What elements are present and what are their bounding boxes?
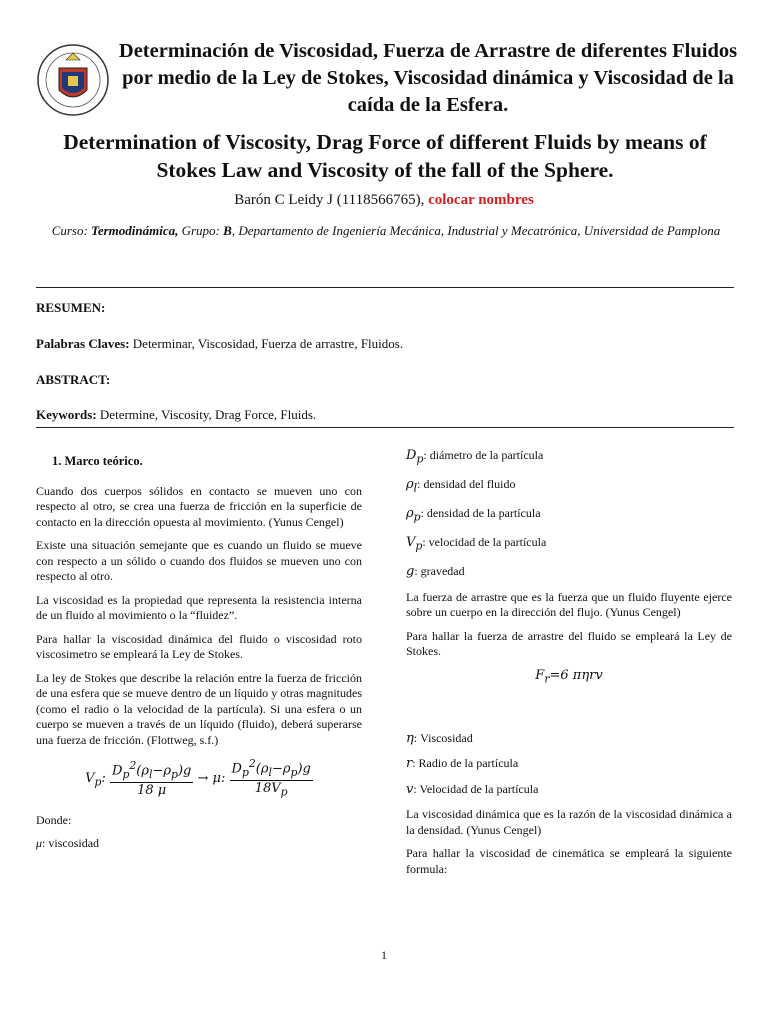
group-label: Grupo: [178, 223, 224, 238]
author-names: Barón C Leidy J (1118566765), [234, 192, 429, 208]
paragraph: La viscosidad dinámica que es la razón de la viscosidad dinámica a la densidad. (Yunus Cengel) [406, 807, 732, 837]
variable-rhol: $\rho_l$: densidad del fluido [406, 477, 516, 495]
variable-vp: $V_p$: velocidad de la partícula [406, 535, 547, 553]
author-placeholder: colocar nombres [428, 192, 534, 208]
keywords-label: Keywords: [36, 407, 97, 422]
title-spanish: Determinación de Viscosidad, Fuerza de Arrastre de diferentes Fluidos por medio de la Ley de Stokes, Viscosidad dinámica y Viscosidad de la caída de la Esfera. [118, 40, 738, 116]
course-affiliation [36, 221, 736, 240]
course-label: Curso: [51, 223, 92, 238]
department: , Departamento de Ingeniería Mecánica, Industrial y Mecatrónica, Universidad de Pamplona [231, 223, 721, 238]
paragraph: Para hallar la viscosidad dinámica del fluido o viscosidad roto viscosimetro se empleará la Ley de Stokes. [36, 631, 362, 661]
paragraph: Existe una situación semejante que es cuando un fluido se mueve con respecto a un sólido o cuando dos fluidos se mueven uno con respecto al otro. [36, 538, 362, 583]
palabras-label: Palabras Claves: [36, 336, 130, 351]
resumen-heading: RESUMEN: [36, 300, 106, 315]
divider-top [36, 287, 734, 288]
group-value: B [223, 223, 232, 238]
drag-force-formula: $F_r=6$ πηrv [535, 667, 603, 686]
stokes-formula: $V_p$: $\frac{D_p^2(\rho_l-\rho_p)g}{18 \mu}$ → μ: $\frac{D_p^2(\rho_l-\rho_p)g}{18V_p}$ [85, 757, 311, 800]
authors-line [0, 192, 768, 209]
variable-mu: μ: viscosidad [36, 836, 100, 851]
variable-g: g: gravedad [406, 564, 465, 580]
paragraph: La ley de Stokes que describe la relación entre la fuerza de fricción de una esfera que se mueve dentro de un líquido y otras magnitudes (como el radio o la velocidad de la partícula). Si una esfera o un cuerpo se mueven a través de un líquido (fluido), deberá superarse una fuerza de fricción. (Flottweg, s.f.) [36, 670, 362, 747]
abstract-heading: ABSTRACT: [36, 372, 111, 387]
palabras-claves [36, 336, 403, 352]
paragraph: La viscosidad es la propiedad que representa la resistencia interna de un fluido al movimiento o la “fluidez”. [36, 592, 362, 622]
donde-label: Donde: [36, 812, 72, 827]
university-logo [36, 38, 110, 126]
column-right [406, 448, 732, 885]
variable-dp: $D_p$: diámetro de la partícula [406, 448, 544, 466]
section-heading: 1. Marco teórico. [52, 454, 143, 468]
keywords-text: Determine, Viscosity, Drag Force, Fluids. [96, 407, 317, 422]
paragraph: Cuando dos cuerpos sólidos en contacto se mueven uno con respecto al otro, se crea una fuerza de fricción en la superficie de contacto en la dirección opuesta al movimiento. (Yunus Cengel) [36, 483, 362, 529]
variable-rhop: $\rho_p$: densidad de la partícula [406, 506, 541, 524]
column-left [36, 448, 362, 860]
title-english: Determination of Viscosity, Drag Force of different Fluids by means of Stokes Law and Viscosity of the fall of the Sphere. [63, 130, 707, 182]
variable-eta: η: Viscosidad [406, 730, 473, 746]
page-number: 1 [381, 948, 387, 962]
palabras-text: Determinar, Viscosidad, Fuerza de arrastre, Fluidos. [129, 336, 404, 351]
keywords [36, 407, 316, 423]
paragraph: Para hallar la fuerza de arrastre del fluido se empleará la Ley de Stokes. [406, 628, 732, 659]
variable-r: r: Radio de la partícula [406, 756, 519, 772]
course-name: Termodinámica, [91, 223, 179, 238]
variable-v: v: Velocidad de la partícula [406, 781, 539, 797]
paragraph: Para hallar la viscosidad de cinemática se empleará la siguiente formula: [406, 846, 732, 876]
divider-bottom [36, 427, 734, 428]
paragraph: La fuerza de arrastre que es la fuerza que un fluido fluyente ejerce sobre un cuerpo en la dirección del flujo. (Yunus Cengel) [406, 589, 732, 620]
